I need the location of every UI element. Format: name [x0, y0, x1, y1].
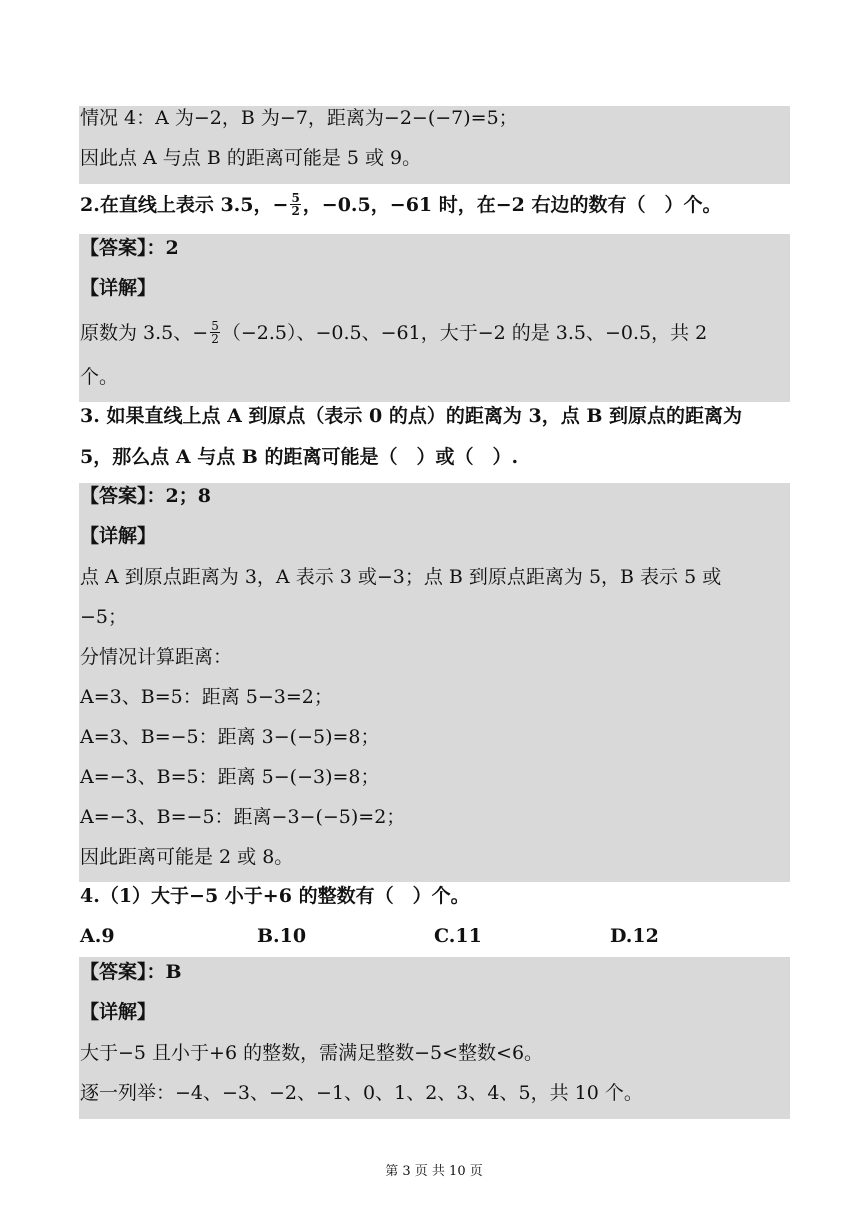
- q2-answer: 【答案】：2: [80, 237, 179, 259]
- q4-option-c: C.11: [434, 925, 482, 947]
- q3-answer: 【答案】：2；8: [80, 485, 211, 507]
- q2-detail-title: 【详解】: [80, 277, 157, 299]
- q2-stem: [80, 190, 788, 219]
- prev-conclusion-line: 因此点 A 与点 B 的距离可能是 5 或 9。: [80, 147, 422, 169]
- q3-detail-line: 点 A 到原点距离为 3，A 表示 3 或−3；点 B 到原点距离为 5，B 表示 5 或: [80, 566, 722, 588]
- q4-option-a: A.9: [80, 925, 115, 947]
- q3-stem-line2: 5，那么点 A 与点 B 的距离可能是（ ）或（ ）.: [80, 446, 519, 468]
- q4-detail-line: 逐一列举：−4、−3、−2、−1、0、1、2、3、4、5，共 10 个。: [80, 1082, 643, 1104]
- q4-stem: 4.（1）大于−5 小于+6 的整数有（ ）个。: [80, 885, 470, 907]
- q3-detail-line: A=3、B=5：距离 5−3=2；: [80, 686, 333, 708]
- q3-detail-title: 【详解】: [80, 525, 157, 547]
- q2-stem-after: ，−0.5，−61 时，在−2 右边的数有（ ）个。: [302, 194, 722, 216]
- q2-detail-line: [80, 318, 788, 347]
- q3-detail-line: −5；: [80, 606, 128, 628]
- q4-options: [80, 924, 788, 948]
- q2-fraction: $\frac{5}{2}$: [291, 190, 300, 218]
- q2-detail-after: （−2.5）、−0.5、−61，大于−2 的是 3.5、−0.5，共 2: [221, 322, 708, 344]
- q4-option-b: B.10: [257, 925, 307, 947]
- q3-detail-line: 分情况计算距离：: [80, 646, 233, 668]
- q2-detail-before: 原数为 3.5、−: [80, 322, 209, 344]
- q3-detail-line: 因此距离可能是 2 或 8。: [80, 846, 294, 868]
- page-number-footer: 第 3 页 共 10 页: [385, 1164, 483, 1179]
- q3-detail-line: A=−3、B=−5：距离−3−(−5)=2；: [80, 806, 406, 828]
- q4-detail-title: 【详解】: [80, 1001, 157, 1023]
- q2-detail-fraction: $\frac{5}{2}$: [211, 318, 219, 346]
- q4-answer: 【答案】：B: [80, 961, 182, 983]
- q3-stem-line1: 3. 如果直线上点 A 到原点（表示 0 的点）的距离为 3，点 B 到原点的距离为: [80, 405, 742, 427]
- prev-case4-line: 情况 4：A 为−2，B 为−7，距离为−2−(−7)=5；: [80, 107, 518, 129]
- q4-detail-line: 大于−5 且小于+6 的整数，需满足整数−5<整数<6。: [80, 1042, 544, 1064]
- q2-stem-before: 2.在直线上表示 3.5，−: [80, 194, 289, 216]
- q2-detail-cont: 个。: [80, 366, 119, 388]
- q3-detail-line: A=−3、B=5：距离 5−(−3)=8；: [80, 766, 380, 788]
- q4-option-d: D.12: [610, 925, 659, 947]
- q3-detail-line: A=3、B=−5：距离 3−(−5)=8；: [80, 726, 380, 748]
